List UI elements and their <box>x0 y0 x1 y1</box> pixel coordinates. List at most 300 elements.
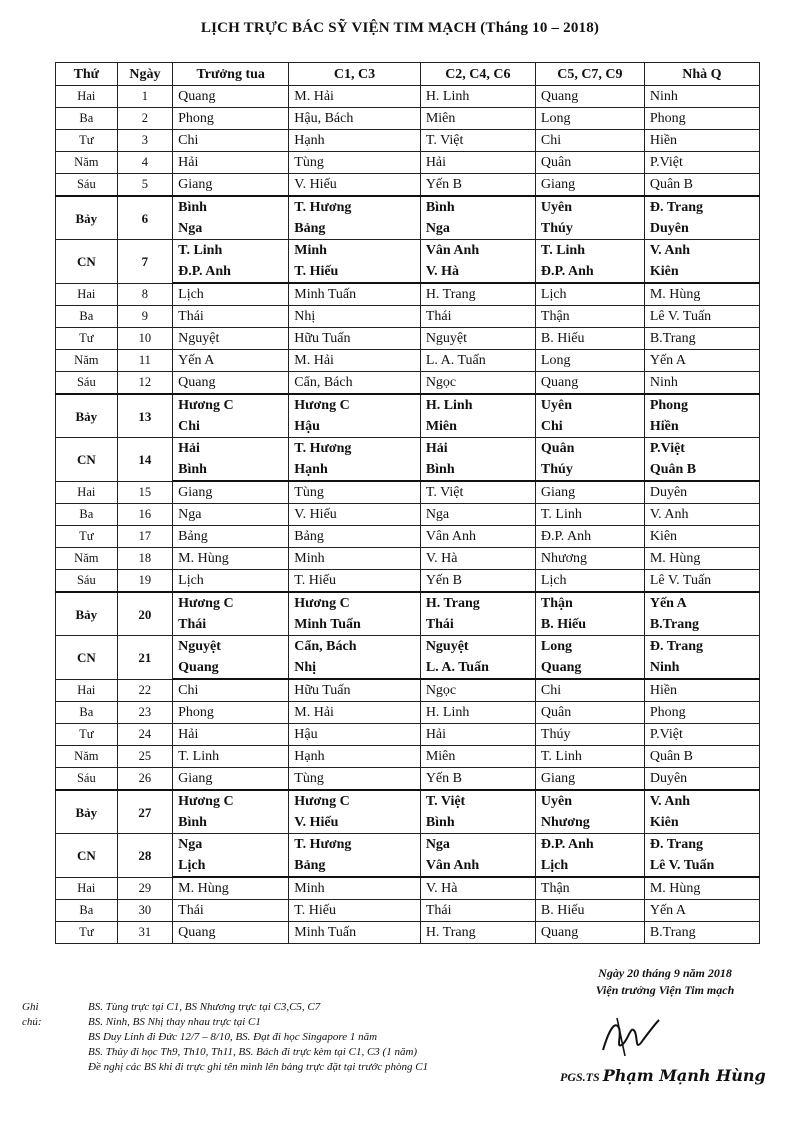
table-row <box>56 724 760 746</box>
c5-c7-c9-cell: B. Hiếu <box>535 614 644 636</box>
c5-c7-c9-cell: Uyên <box>535 196 644 218</box>
table-row <box>56 130 760 152</box>
signature-block <box>555 965 775 999</box>
c1-c3-cell: M. Hải <box>289 350 421 372</box>
lead-cell: Bình <box>173 459 289 481</box>
lead-cell: Lịch <box>173 570 289 593</box>
nha-q-cell: Hiền <box>644 679 759 702</box>
date-cell: 10 <box>117 328 172 350</box>
c2-c4-c6-cell: Nguyệt <box>420 636 535 658</box>
date-cell: 26 <box>117 768 172 791</box>
table-row <box>56 877 760 900</box>
c2-c4-c6-cell: L. A. Tuấn <box>420 350 535 372</box>
date-cell: 22 <box>117 679 172 702</box>
table-row <box>56 746 760 768</box>
c5-c7-c9-cell: Uyên <box>535 790 644 812</box>
nha-q-cell: Duyên <box>644 218 759 240</box>
nha-q-cell: Lê V. Tuấn <box>644 306 759 328</box>
c1-c3-cell: T. Hiếu <box>289 261 421 283</box>
lead-cell: T. Linh <box>173 240 289 262</box>
lead-cell: Chi <box>173 416 289 438</box>
day-cell: Tư <box>56 328 118 350</box>
lead-cell: Bảng <box>173 526 289 548</box>
table-row <box>56 174 760 197</box>
c2-c4-c6-cell: Yến B <box>420 768 535 791</box>
nha-q-cell: Ninh <box>644 657 759 679</box>
c5-c7-c9-cell: Lịch <box>535 283 644 306</box>
date-cell: 15 <box>117 481 172 504</box>
nha-q-cell: Ninh <box>644 372 759 395</box>
day-cell: Tư <box>56 130 118 152</box>
table-row <box>56 86 760 108</box>
c5-c7-c9-cell: Đ.P. Anh <box>535 526 644 548</box>
nha-q-cell: Phong <box>644 108 759 130</box>
lead-cell: Quang <box>173 86 289 108</box>
nha-q-cell: Đ. Trang <box>644 196 759 218</box>
date-cell: 1 <box>117 86 172 108</box>
signer-fullname: Phạm Mạnh Hùng <box>602 1066 766 1085</box>
note-line: BS. Ninh, BS Nhị thay nhau trực tại C1 <box>88 1016 261 1028</box>
c5-c7-c9-cell: Quân <box>535 152 644 174</box>
lead-cell: Nguyệt <box>173 636 289 658</box>
date-cell: 9 <box>117 306 172 328</box>
c1-c3-cell: M. Hải <box>289 702 421 724</box>
c2-c4-c6-cell: H. Trang <box>420 922 535 944</box>
date-cell: 3 <box>117 130 172 152</box>
c2-c4-c6-cell: Vân Anh <box>420 240 535 262</box>
lead-cell: Nga <box>173 834 289 856</box>
c5-c7-c9-cell: Quang <box>535 657 644 679</box>
day-cell: Tư <box>56 922 118 944</box>
day-cell: Ba <box>56 900 118 922</box>
duty-schedule-table <box>55 62 760 944</box>
c5-c7-c9-cell: Lịch <box>535 855 644 877</box>
date-cell: 12 <box>117 372 172 395</box>
c1-c3-cell: Tùng <box>289 481 421 504</box>
c5-c7-c9-cell: Thúy <box>535 459 644 481</box>
lead-cell: Phong <box>173 108 289 130</box>
c1-c3-cell: Bảng <box>289 218 421 240</box>
day-cell: Tư <box>56 526 118 548</box>
nha-q-cell: Phong <box>644 394 759 416</box>
date-cell: 19 <box>117 570 172 593</box>
header-c2-c4-c6: C2, C4, C6 <box>420 63 535 86</box>
date-cell: 11 <box>117 350 172 372</box>
c1-c3-cell: Cẩn, Bách <box>289 636 421 658</box>
c5-c7-c9-cell: Thận <box>535 306 644 328</box>
c5-c7-c9-cell: Thúy <box>535 724 644 746</box>
nha-q-cell: B.Trang <box>644 328 759 350</box>
c2-c4-c6-cell: Vân Anh <box>420 855 535 877</box>
c1-c3-cell: Tùng <box>289 152 421 174</box>
date-cell: 21 <box>117 636 172 680</box>
c2-c4-c6-cell: Thái <box>420 900 535 922</box>
nha-q-cell: Yến A <box>644 900 759 922</box>
c1-c3-cell: Hương C <box>289 790 421 812</box>
lead-cell: Quang <box>173 372 289 395</box>
lead-cell: Nguyệt <box>173 328 289 350</box>
c2-c4-c6-cell: T. Việt <box>420 481 535 504</box>
nha-q-cell: Quân B <box>644 174 759 197</box>
lead-cell: Quang <box>173 922 289 944</box>
table-header-row <box>56 63 760 86</box>
lead-cell: Thái <box>173 900 289 922</box>
c2-c4-c6-cell: Miên <box>420 746 535 768</box>
c1-c3-cell: T. Hương <box>289 438 421 460</box>
c5-c7-c9-cell: Quang <box>535 372 644 395</box>
day-cell: Năm <box>56 548 118 570</box>
signer-degree: PGS.TS <box>560 1070 600 1084</box>
nha-q-cell: B.Trang <box>644 614 759 636</box>
date-cell: 14 <box>117 438 172 482</box>
nha-q-cell: P.Việt <box>644 152 759 174</box>
c1-c3-cell: Hậu <box>289 416 421 438</box>
c5-c7-c9-cell: Nhương <box>535 548 644 570</box>
day-cell: CN <box>56 636 118 680</box>
day-cell: CN <box>56 438 118 482</box>
date-cell: 30 <box>117 900 172 922</box>
nha-q-cell: Yến A <box>644 350 759 372</box>
table-row <box>56 570 760 593</box>
c5-c7-c9-cell: Chi <box>535 416 644 438</box>
nha-q-cell: V. Anh <box>644 240 759 262</box>
table-row <box>56 900 760 922</box>
c2-c4-c6-cell: H. Trang <box>420 283 535 306</box>
lead-cell: M. Hùng <box>173 548 289 570</box>
date-cell: 27 <box>117 790 172 834</box>
c5-c7-c9-cell: Thận <box>535 592 644 614</box>
c1-c3-cell: Nhị <box>289 657 421 679</box>
header-nha-q: Nhà Q <box>644 63 759 86</box>
lead-cell: Bình <box>173 196 289 218</box>
nha-q-cell: Lê V. Tuấn <box>644 855 759 877</box>
lead-cell: Thái <box>173 306 289 328</box>
c5-c7-c9-cell: Thận <box>535 877 644 900</box>
date-cell: 8 <box>117 283 172 306</box>
lead-cell: Hải <box>173 724 289 746</box>
sign-position: Viện trưởng Viện Tim mạch <box>595 983 735 997</box>
c1-c3-cell: T. Hiếu <box>289 900 421 922</box>
c2-c4-c6-cell: H. Trang <box>420 592 535 614</box>
c2-c4-c6-cell: Ngọc <box>420 372 535 395</box>
nha-q-cell: M. Hùng <box>644 283 759 306</box>
table-row <box>56 328 760 350</box>
c2-c4-c6-cell: V. Hà <box>420 877 535 900</box>
lead-cell: Lịch <box>173 855 289 877</box>
date-cell: 2 <box>117 108 172 130</box>
c1-c3-cell: Minh <box>289 548 421 570</box>
nha-q-cell: V. Anh <box>644 790 759 812</box>
day-cell: Tư <box>56 724 118 746</box>
lead-cell: M. Hùng <box>173 877 289 900</box>
date-cell: 16 <box>117 504 172 526</box>
weekend-row <box>56 790 760 812</box>
table-row <box>56 108 760 130</box>
c1-c3-cell: Hương C <box>289 592 421 614</box>
lead-cell: Giang <box>173 481 289 504</box>
date-cell: 7 <box>117 240 172 284</box>
c2-c4-c6-cell: Thái <box>420 614 535 636</box>
note-line: BS. Thủy đi học Th9, Th10, Th11, BS. Bách đi trực kèm tại C1, C3 (1 năm) <box>88 1046 418 1058</box>
c1-c3-cell: Minh Tuấn <box>289 922 421 944</box>
lead-cell: Thái <box>173 614 289 636</box>
table-row <box>56 768 760 791</box>
table-row <box>56 526 760 548</box>
c5-c7-c9-cell: Đ.P. Anh <box>535 261 644 283</box>
nha-q-cell: Quân B <box>644 746 759 768</box>
lead-cell: Hương C <box>173 790 289 812</box>
nha-q-cell: Kiên <box>644 526 759 548</box>
c5-c7-c9-cell: T. Linh <box>535 504 644 526</box>
c1-c3-cell: Minh <box>289 240 421 262</box>
date-cell: 28 <box>117 834 172 878</box>
c5-c7-c9-cell: Giang <box>535 768 644 791</box>
c2-c4-c6-cell: Vân Anh <box>420 526 535 548</box>
lead-cell: Chi <box>173 679 289 702</box>
c2-c4-c6-cell: H. Linh <box>420 702 535 724</box>
c1-c3-cell: T. Hương <box>289 834 421 856</box>
table-row <box>56 372 760 395</box>
c1-c3-cell: Hương C <box>289 394 421 416</box>
lead-cell: Yến A <box>173 350 289 372</box>
nha-q-cell: Hiền <box>644 416 759 438</box>
lead-cell: Giang <box>173 174 289 197</box>
day-cell: Sáu <box>56 372 118 395</box>
c5-c7-c9-cell: Lịch <box>535 570 644 593</box>
lead-cell: Lịch <box>173 283 289 306</box>
day-cell: Sáu <box>56 570 118 593</box>
day-cell: Hai <box>56 481 118 504</box>
lead-cell: Phong <box>173 702 289 724</box>
handwritten-signature-icon <box>595 1010 665 1060</box>
sign-date: Ngày 20 tháng 9 năm 2018 <box>598 966 732 980</box>
lead-cell: Bình <box>173 812 289 834</box>
nha-q-cell: V. Anh <box>644 504 759 526</box>
c2-c4-c6-cell: H. Linh <box>420 86 535 108</box>
c1-c3-cell: Hạnh <box>289 459 421 481</box>
c1-c3-cell: Nhị <box>289 306 421 328</box>
c2-c4-c6-cell: Yến B <box>420 570 535 593</box>
nha-q-cell: Ninh <box>644 86 759 108</box>
lead-cell: Đ.P. Anh <box>173 261 289 283</box>
day-cell: Năm <box>56 152 118 174</box>
table-row <box>56 306 760 328</box>
c1-c3-cell: Cẩn, Bách <box>289 372 421 395</box>
header-lead: Trưởng tua <box>173 63 289 86</box>
date-cell: 5 <box>117 174 172 197</box>
lead-cell: Quang <box>173 657 289 679</box>
date-cell: 20 <box>117 592 172 636</box>
c1-c3-cell: V. Hiếu <box>289 504 421 526</box>
c2-c4-c6-cell: Hải <box>420 152 535 174</box>
nha-q-cell: Duyên <box>644 481 759 504</box>
weekend-row <box>56 592 760 614</box>
nha-q-cell: Hiền <box>644 130 759 152</box>
c5-c7-c9-cell: Uyên <box>535 394 644 416</box>
lead-cell: Giang <box>173 768 289 791</box>
c1-c3-cell: Bảng <box>289 855 421 877</box>
nha-q-cell: Duyên <box>644 768 759 791</box>
date-cell: 24 <box>117 724 172 746</box>
nha-q-cell: B.Trang <box>644 922 759 944</box>
day-cell: Hai <box>56 86 118 108</box>
c5-c7-c9-cell: T. Linh <box>535 746 644 768</box>
c5-c7-c9-cell: Long <box>535 350 644 372</box>
lead-cell: Nga <box>173 218 289 240</box>
table-row <box>56 922 760 944</box>
c2-c4-c6-cell: T. Việt <box>420 130 535 152</box>
c5-c7-c9-cell: Giang <box>535 174 644 197</box>
table-row <box>56 350 760 372</box>
lead-cell: Hương C <box>173 592 289 614</box>
c2-c4-c6-cell: Ngọc <box>420 679 535 702</box>
c1-c3-cell: Hữu Tuấn <box>289 679 421 702</box>
c2-c4-c6-cell: Hải <box>420 438 535 460</box>
c1-c3-cell: Hạnh <box>289 746 421 768</box>
c5-c7-c9-cell: B. Hiếu <box>535 900 644 922</box>
lead-cell: Chi <box>173 130 289 152</box>
day-cell: Ba <box>56 108 118 130</box>
note-line: BS Duy Linh đi Đức 12/7 – 8/10, BS. Đạt đi học Singapore 1 năm <box>88 1031 378 1043</box>
table-row <box>56 679 760 702</box>
lead-cell: Nga <box>173 504 289 526</box>
table-row <box>56 702 760 724</box>
c1-c3-cell: Bảng <box>289 526 421 548</box>
nha-q-cell: Đ. Trang <box>644 834 759 856</box>
c2-c4-c6-cell: Bình <box>420 812 535 834</box>
signer-name <box>560 1066 766 1085</box>
nha-q-cell: M. Hùng <box>644 548 759 570</box>
nha-q-cell: M. Hùng <box>644 877 759 900</box>
date-cell: 17 <box>117 526 172 548</box>
nha-q-cell: Yến A <box>644 592 759 614</box>
lead-cell: Hải <box>173 152 289 174</box>
nha-q-cell: Kiên <box>644 812 759 834</box>
table-row <box>56 481 760 504</box>
c1-c3-cell: Minh Tuấn <box>289 614 421 636</box>
c5-c7-c9-cell: Long <box>535 108 644 130</box>
c2-c4-c6-cell: L. A. Tuấn <box>420 657 535 679</box>
table-row <box>56 504 760 526</box>
table-row <box>56 548 760 570</box>
day-cell: Năm <box>56 746 118 768</box>
c5-c7-c9-cell: Chi <box>535 679 644 702</box>
day-cell: CN <box>56 240 118 284</box>
nha-q-cell: P.Việt <box>644 724 759 746</box>
day-cell: Bảy <box>56 592 118 636</box>
c1-c3-cell: Tùng <box>289 768 421 791</box>
c5-c7-c9-cell: Giang <box>535 481 644 504</box>
day-cell: Bảy <box>56 790 118 834</box>
nha-q-cell: Phong <box>644 702 759 724</box>
date-cell: 13 <box>117 394 172 438</box>
date-cell: 31 <box>117 922 172 944</box>
day-cell: CN <box>56 834 118 878</box>
nha-q-cell: P.Việt <box>644 438 759 460</box>
weekend-row <box>56 636 760 658</box>
day-cell: Bảy <box>56 196 118 240</box>
nha-q-cell: Quân B <box>644 459 759 481</box>
weekend-row <box>56 438 760 460</box>
note-line: BS. Tùng trực tại C1, BS Nhương trực tại C3,C5, C7 <box>88 1001 321 1013</box>
c2-c4-c6-cell: Nga <box>420 834 535 856</box>
c1-c3-cell: Hữu Tuấn <box>289 328 421 350</box>
day-cell: Năm <box>56 350 118 372</box>
date-cell: 6 <box>117 196 172 240</box>
nha-q-cell: Đ. Trang <box>644 636 759 658</box>
date-cell: 25 <box>117 746 172 768</box>
date-cell: 4 <box>117 152 172 174</box>
table-row <box>56 152 760 174</box>
header-date: Ngày <box>117 63 172 86</box>
notes-label: Ghi chú: <box>22 1001 42 1028</box>
c2-c4-c6-cell: Bình <box>420 459 535 481</box>
c2-c4-c6-cell: V. Hà <box>420 548 535 570</box>
day-cell: Sáu <box>56 768 118 791</box>
header-day: Thứ <box>56 63 118 86</box>
c2-c4-c6-cell: Nga <box>420 218 535 240</box>
c1-c3-cell: Hậu, Bách <box>289 108 421 130</box>
day-cell: Hai <box>56 877 118 900</box>
date-cell: 23 <box>117 702 172 724</box>
c2-c4-c6-cell: V. Hà <box>420 261 535 283</box>
c1-c3-cell: T. Hiếu <box>289 570 421 593</box>
c2-c4-c6-cell: Nga <box>420 504 535 526</box>
c1-c3-cell: T. Hương <box>289 196 421 218</box>
day-cell: Ba <box>56 504 118 526</box>
c2-c4-c6-cell: H. Linh <box>420 394 535 416</box>
c5-c7-c9-cell: Long <box>535 636 644 658</box>
c5-c7-c9-cell: Quang <box>535 86 644 108</box>
date-cell: 18 <box>117 548 172 570</box>
header-c5-c7-c9: C5, C7, C9 <box>535 63 644 86</box>
c5-c7-c9-cell: Đ.P. Anh <box>535 834 644 856</box>
c2-c4-c6-cell: Thái <box>420 306 535 328</box>
c1-c3-cell: V. Hiếu <box>289 812 421 834</box>
c5-c7-c9-cell: T. Linh <box>535 240 644 262</box>
c5-c7-c9-cell: B. Hiếu <box>535 328 644 350</box>
weekend-row <box>56 196 760 218</box>
c2-c4-c6-cell: T. Việt <box>420 790 535 812</box>
c5-c7-c9-cell: Chi <box>535 130 644 152</box>
c2-c4-c6-cell: Nguyệt <box>420 328 535 350</box>
weekend-row <box>56 240 760 262</box>
c1-c3-cell: V. Hiếu <box>289 174 421 197</box>
c5-c7-c9-cell: Quân <box>535 702 644 724</box>
nha-q-cell: Kiên <box>644 261 759 283</box>
c5-c7-c9-cell: Quân <box>535 438 644 460</box>
c2-c4-c6-cell: Miên <box>420 416 535 438</box>
note-line: Đề nghị các BS khi đi trực ghi tên mình lên bảng trực đặt tại trước phòng C1 <box>88 1061 429 1073</box>
c5-c7-c9-cell: Quang <box>535 922 644 944</box>
day-cell: Hai <box>56 679 118 702</box>
lead-cell: Hải <box>173 438 289 460</box>
nha-q-cell: Lê V. Tuấn <box>644 570 759 593</box>
c2-c4-c6-cell: Miên <box>420 108 535 130</box>
weekend-row <box>56 394 760 416</box>
c2-c4-c6-cell: Bình <box>420 196 535 218</box>
c1-c3-cell: M. Hải <box>289 86 421 108</box>
weekend-row <box>56 834 760 856</box>
day-cell: Ba <box>56 306 118 328</box>
day-cell: Bảy <box>56 394 118 438</box>
c5-c7-c9-cell: Nhương <box>535 812 644 834</box>
table-row <box>56 283 760 306</box>
c1-c3-cell: Hạnh <box>289 130 421 152</box>
document-title: LỊCH TRỰC BÁC SỸ VIỆN TIM MẠCH (Tháng 10 – 2018) <box>200 20 600 36</box>
c1-c3-cell: Minh Tuấn <box>289 283 421 306</box>
day-cell: Hai <box>56 283 118 306</box>
